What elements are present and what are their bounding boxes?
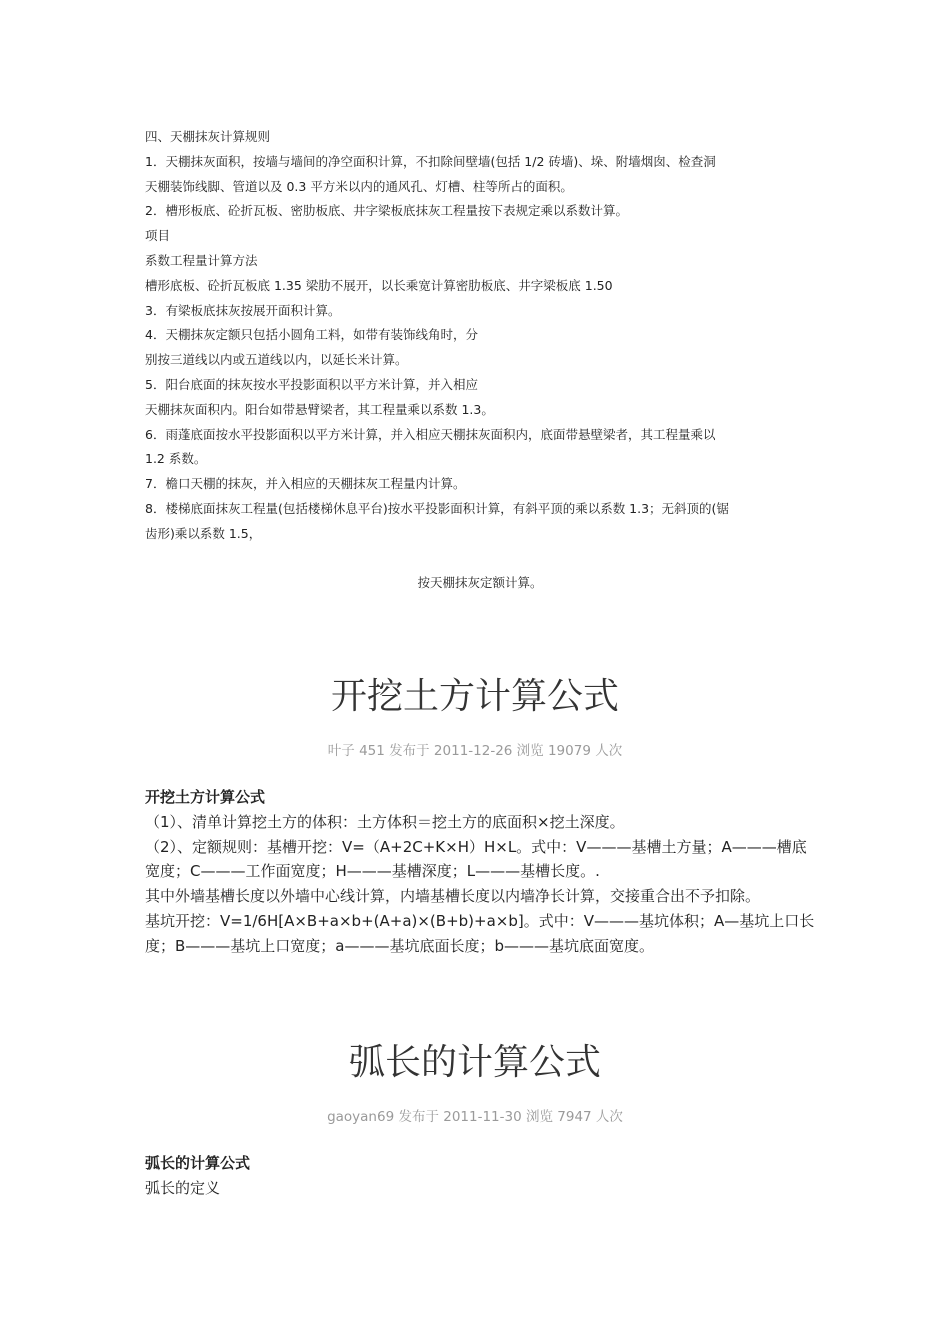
text-line: 6．雨蓬底面按水平投影面积以平方米计算，并入相应天棚抹灰面积内，底面带悬壁梁者，其工程量乘以	[145, 426, 716, 442]
text-line: 7．檐口天棚的抹灰，并入相应的天棚抹灰工程量内计算。	[145, 476, 466, 492]
article-paragraph: 弧长的定义	[145, 1178, 221, 1197]
article-title: 开挖土方计算公式	[330, 676, 619, 717]
text-line: 四、天棚抹灰计算规则	[145, 129, 271, 144]
text-line: 槽形底板、砼折瓦板底 1.35 梁肋不展开，以长乘宽计算密肋板底、井字梁板底 1.50	[145, 277, 613, 293]
centered-note: 按天棚抹灰定额计算。	[417, 574, 543, 590]
text-line: 2．槽形板底、砼折瓦板、密肋板底、井字梁板底抹灰工程量按下表规定乘以系数计算。	[145, 203, 628, 219]
text-line: 项目	[145, 228, 171, 244]
article-meta: 叶子 451 发布于 2011-12-26 浏览 19079 人次	[327, 743, 623, 759]
ceiling-plaster-rules	[145, 125, 815, 595]
text-line: 5．阳台底面的抹灰按水平投影面积以平方米计算，并入相应	[145, 376, 478, 392]
article-title: 弧长的计算公式	[348, 1042, 601, 1083]
article-body	[145, 785, 815, 959]
article-paragraph: （2）、定额规则：基槽开挖：V=（A+2C+K×H）H×L。式中：V———基槽土方量；A———槽底宽度；C———工作面宽度；H———基槽深度；L———基槽长度。.	[145, 837, 807, 881]
article-paragraph: 其中外墙基槽长度以外墙中心线计算，内墙基槽长度以内墙净长计算，交接重合出不予扣除。	[145, 887, 761, 906]
text-line: 别按三道线以内或五道线以内，以延长米计算。	[145, 352, 408, 368]
article-heading: 弧长的计算公式	[145, 1154, 251, 1172]
text-line: 天棚抹灰面积内。阳台如带悬臂梁者，其工程量乘以系数 1.3。	[145, 401, 494, 417]
article-paragraph: （1）、清单计算挖土方的体积：土方体积＝挖土方的底面积×挖土深度。	[145, 812, 625, 831]
text-line: 1．天棚抹灰面积，按墙与墙间的净空面积计算，不扣除间壁墙(包括 1/2 砖墙)、垛、附墙烟囱、检查洞	[145, 153, 716, 169]
text-line: 3．有梁板底抹灰按展开面积计算。	[145, 302, 341, 318]
text-line: 1.2 系数。	[145, 451, 207, 467]
article-meta: gaoyan69 发布于 2011-11-30 浏览 7947 人次	[327, 1109, 623, 1125]
article-heading: 开挖土方计算公式	[145, 788, 266, 806]
article-paragraph: 基坑开挖：V=1/6H[A×B+a×b+(A+a)×(B+b)+a×b]。式中：V———基坑体积；A—基坑上口长度；B———基坑上口宽度；a———基坑底面长度；b———基坑底面宽度。	[145, 911, 815, 955]
text-line: 天棚装饰线脚、管道以及 0.3 平方米以内的通风孔、灯槽、柱等所占的面积。	[145, 178, 573, 194]
text-line: 4．天棚抹灰定额只包括小圆角工料，如带有装饰线角时，分	[145, 327, 478, 343]
text-line: 8．楼梯底面抹灰工程量(包括楼梯休息平台)按水平投影面积计算，有斜平顶的乘以系数 1.3；无斜顶的(锯	[145, 500, 729, 516]
article-body	[145, 1151, 815, 1201]
text-line: 系数工程量计算方法	[145, 252, 258, 268]
text-line: 齿形)乘以系数 1.5，	[145, 525, 262, 541]
